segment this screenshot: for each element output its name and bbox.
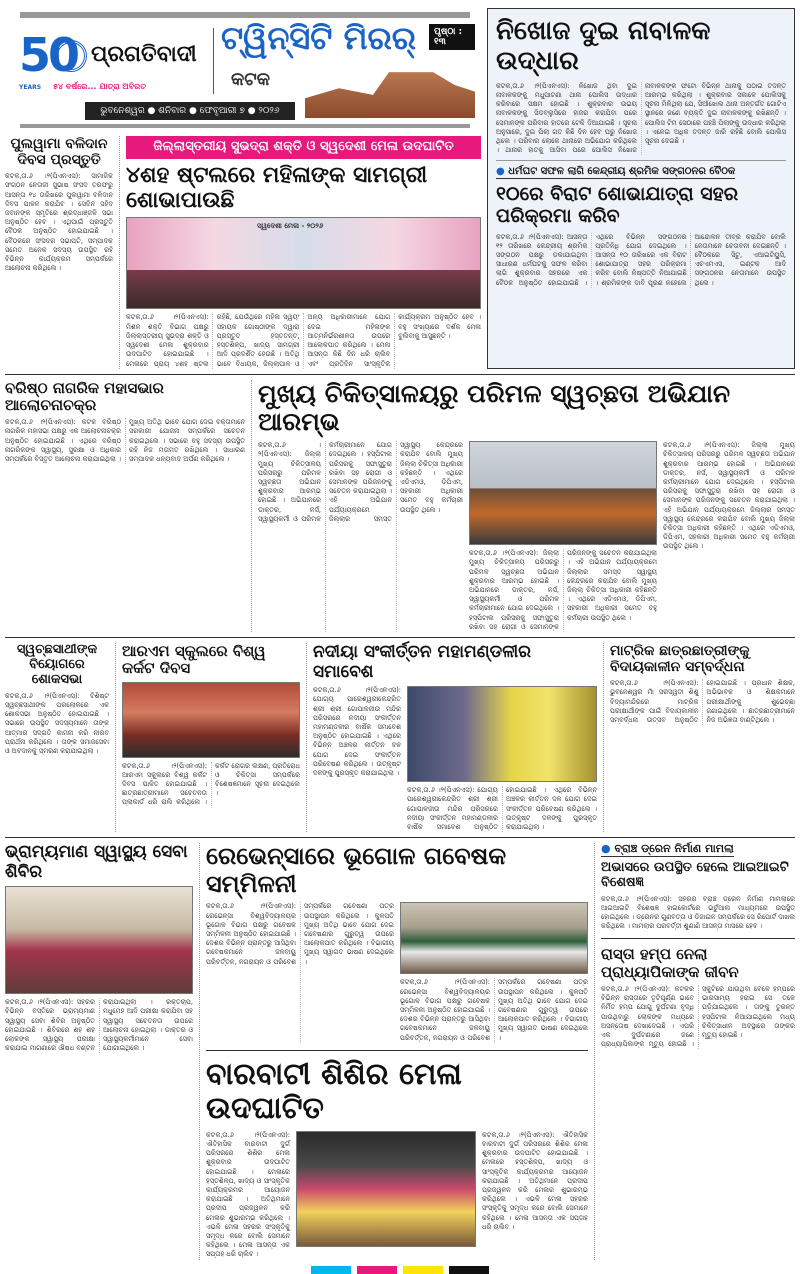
headline-senior: ବରିଷ୍ଠ ନାଗରିକ ମହାସଭାର ଆଲୋଚନାଚକ୍ର	[5, 378, 164, 414]
column-rule	[251, 380, 252, 632]
headline-mela: ୪ଶହ ଷ୍ଟଲରେ ମହିଳାଙ୍କ ସାମଗ୍ରୀ ଶୋଭାପାଉଛି	[126, 162, 428, 214]
row-3	[5, 643, 795, 832]
column-rule	[115, 643, 116, 832]
page-number-badge: ପୃଷ୍ଠା : ୧୩	[429, 24, 475, 50]
headline-drain: ଅଭାସରେ ଉପସ୍ଥିତ ହେଲେ ଆଇଆଇଟି ବିଶେଷଜ୍ଞ	[601, 859, 789, 890]
supplement-title: ଟ୍ୱିନ୍‌ସିଟି ମିରର୍	[221, 19, 417, 57]
divider	[5, 374, 795, 375]
column-rule	[594, 843, 595, 1259]
ravenshaw-columns	[206, 902, 588, 1042]
article-senior	[5, 380, 245, 632]
article-sankirtan	[313, 643, 597, 832]
divider	[5, 837, 795, 838]
health-camp-photo	[5, 886, 193, 994]
kicker-drain: ● ବ୍ରାଞ୍ଚ ଡ୍ରେନ ନିର୍ମାଣ ମାମଲା	[601, 843, 734, 857]
article-health-camp	[5, 843, 193, 1259]
kicker-strike: ● ଧର୍ମଘଟ ସଫଳ ଲାଗି କେନ୍ଦ୍ରୀୟ ଶ୍ରମିକ ସଙ୍ଗଠନର ବୈଠକ	[496, 166, 735, 179]
article-pulwama	[5, 136, 113, 369]
article-strike-body: କଟକ,ତା.୬ ।୨(ପିଏନଏସ): ଆସନ୍ତା ୧୨ ତାରିଖରେ କେନ୍ଦ୍ରୀୟ ଶ୍ରମିକ ସଙ୍ଗଠନ ପକ୍ଷରୁ ଡକାଯାଇଥିବା ସାଧାରଣ ଧର୍ମଘଟକୁ ସଫଳ କରିବା ଲାଗି ଶୁକ୍ରବାର ସହରରେ ଏକ ବୈଠକ ଅନୁଷ୍ଠିତ ହୋଇଯାଇଛି । ଏଥିରେ ବିଭିନ୍ନ ସଙ୍ଗଠନର ପ୍ରତିନିଧି ଯୋଗ ଦେଇଥିଲେ । ଆସନ୍ତା ୧୦ ତାରିଖରେ ଏକ ବିରାଟ ଶୋଭାଯାତ୍ରା ସହର ପରିକ୍ରମା କରିବ ବୋଲି ନିଷ୍ପତ୍ତି ନିଆଯାଇଛି । ଶ୍ରମିକଙ୍କ ଦାବି ପୂରଣ ନହେଲେ ଆନ୍ଦୋଳନ ତୀବ୍ର କରାଯିବ ବୋଲି ନେତାମାନେ ଚେତାବନୀ ଦେଇଛନ୍ତି । ବୈଠକରେ ସିଟୁ, ଏଆଇଟିୟୁସି, ଏଚଏମଏସ, ଇଣ୍ଟକ ଆଦି ସଙ୍ଗଠନର ନେତାମାନେ ଉପସ୍ଥିତ ଥିଲେ ।	[496, 232, 786, 287]
article-hump-body: କଟକ,ତା.୬ ।୨(ପିଏନଏସ): କଟକର ବିଭିନ୍ନ ରାସ୍ତାରେ ତୃଟିପୂର୍ଣ୍ଣ ଭାବେ ନିର୍ମିତ ହମ୍ପ ଯୋଗୁ ଦୁର୍ଘଟଣା ବୃଦ୍ଧି ପାଉଥିବାରୁ ଲୋକଙ୍କ ମଧ୍ୟରେ ଅସନ୍ତୋଷ ଦେଖାଦେଇଛି । ଏପରି ଏକ ଦୁର୍ଘଟଣାରେ ଜଣେ ପ୍ରାଧ୍ୟାପିକାଙ୍କ ମୃତ୍ୟୁ ହୋଇଛି । ସ୍କୁଟିରେ ଯାଉଥିବା ବେଳେ ହମ୍ପରେ ଭାରସାମ୍ୟ ହରାଇ ସେ ତଳେ ପଡ଼ିଯାଇଥିଲେ । ତାଙ୍କୁ ତୁରନ୍ତ ହସ୍ପିଟାଲ ନିଆଯାଇଥିଲେ ମଧ୍ୟ ଚିକିତ୍ସାଧୀନ ଅବସ୍ଥାରେ ତାଙ୍କର ମୃତ୍ୟୁ ହୋଇଛି ।	[601, 984, 795, 1049]
headline-sankirtan: ନଦୀୟା ସଂକୀର୍ତ୍ତନ ମହାମଣ୍ଡଳୀର ସମାବେଶ	[313, 642, 532, 682]
years-label: YEARS	[19, 84, 42, 91]
divider	[206, 1050, 588, 1051]
article-health-camp-body: କଟକ,ତା.୬ ।୨(ପିଏନଏସ): ସହରର ବିଭିନ୍ନ ବସ୍ତିରେ ଭ୍ରାମ୍ୟମାଣ ସ୍ୱାସ୍ଥ୍ୟ ସେବା ଶିବିର ଅନୁଷ୍ଠିତ ହୋଇଯାଇଛି । ଶିବିରରେ ଶହ ଶହ ଲୋକଙ୍କ ସ୍ୱାସ୍ଥ୍ୟ ପରୀକ୍ଷା କରାଯାଇ ମାଗଣାରେ ଔଷଧ ବଣ୍ଟନ କରାଯାଇଥିଲା । ରକ୍ତଚାପ, ମଧୁମେହ ଆଦି ପରୀକ୍ଷା କରାଯିବା ସହ ସ୍ୱାସ୍ଥ୍ୟ ସଚେତନତା ଉପରେ ଆଲୋଚନା ହୋଇଥିଲା । ଡାକ୍ତର ଓ ସ୍ୱାସ୍ଥ୍ୟକର୍ମୀମାନେ ସେବା ଯୋଗାଇଥିଲେ ।	[5, 998, 193, 1053]
anniversary-number: 50	[19, 28, 78, 82]
article-drain-body: କଟକ,ତା.୬ ।୨(ପିଏନଏସ): ସହରର ବ୍ରାଞ୍ଚ ଡ୍ରେନ ନିର୍ମାଣ ମାମଲାରେ ଆଇଆଇଟି ବିଶେଷଜ୍ଞ ହାଇକୋର୍ଟରେ ଭର୍ଚୁଆଲ ମାଧ୍ୟମରେ ଉପସ୍ଥିତ ହୋଇଥିଲେ । ଡ୍ରେନର ଗୁଣବତ୍ତା ଓ ଡିଜାଇନ ସମ୍ପର୍କରେ ସେ ରିପୋର୍ଟ ଦାଖଲ କରିଥିଲେ । ମାମଲାର ପରବର୍ତ୍ତୀ ଶୁଣାଣି ଆସନ୍ତା ମାସରେ ହେବ ।	[601, 894, 795, 931]
article-hospital	[258, 380, 795, 632]
row-2	[5, 380, 795, 632]
column-rule	[306, 643, 307, 832]
dateline-bar: ଭୁବନେଶ୍ୱର ● ଶନିବାର ● ଫେବୃଆରୀ ୭ ● ୨୦୨୬	[85, 102, 295, 120]
masthead-divider	[213, 28, 214, 94]
top-left	[5, 8, 481, 369]
column-rule	[199, 843, 200, 1259]
headline-missing: ନିଖୋଜ ଦୁଇ ନାବାଳକ ଉଦ୍ଧାର	[496, 16, 711, 76]
emblem-icon	[55, 40, 87, 72]
kicker-mela: ଜିଲ୍ଲାସ୍ତରୀୟ ସୁଭଦ୍ରା ଶକ୍ତି ଓ ସ୍ୱଦେଶୀ ମେଳା ଉଦଘାଟିତ	[126, 136, 481, 159]
article-hospital-body-right: କଟକ,ତା.୬ ।୨(ପିଏନଏସ): ଜିଲ୍ଲା ମୁଖ୍ୟ ଚିକିତ୍ସାଳୟ ପରିସରରୁ ପରିମଳ ସ୍ୱଚ୍ଛତା ଅଭିଯାନ ଶୁକ୍ରବାର ଆରମ୍ଭ ହୋଇଛି । ଅଭିଯାନରେ ଡାକ୍ତର, ନର୍ସ, ସ୍ୱାସ୍ଥ୍ୟକର୍ମୀ ଓ ପରିମଳ କର୍ମଚାରୀମାନେ ଯୋଗ ଦେଇଥିଲେ । ହସ୍ପିଟାଲ ପରିସରକୁ ସଫାସୁତୁରା ରଖିବା ସହ ରୋଗୀ ଓ ସେମାନଙ୍କ ପରିଜନଙ୍କୁ ସଚେତନ କରାଯାଇଥିଲା । ଏହି ଅଭିଯାନ ପର୍ଯ୍ୟାୟକ୍ରମେ ଜିଲ୍ଲାର ସମସ୍ତ ସ୍ୱାସ୍ଥ୍ୟ କେନ୍ଦ୍ରରେ କରାଯିବ ବୋଲି ମୁଖ୍ୟ ଜିଲ୍ଲା ଚିକିତ୍ସା ଅଧିକାରୀ କହିଛନ୍ତି । ଏଥିରେ ଏଡିଏମଓ, ଡିପିଏମ, ସହକାରୀ ଅଧିକାରୀ ସମେତ ବହୁ କର୍ମଚାରୀ ଉପସ୍ଥିତ ଥିଲେ ।	[663, 441, 795, 551]
headline-condolence: ସ୍ୱଚ୍ଛସାଥୀଙ୍କ ବିୟୋଗରେ ଶୋକସଭା	[16, 642, 98, 687]
article-cancer-body: କଟକ,ତା.୬ ।୨(ପିଏନଏସ): ଆରଏମ ସ୍କୁଲରେ ବିଶ୍ୱ କର୍କଟ ଦିବସ ପାଳିତ ହୋଇଯାଇଛି । ଛାତ୍ରଛାତ୍ରୀମାନେ ସଚେତନତା ପ୍ଲାକାର୍ଡ ଧରି ରାଲି କରିଥିଲେ । କର୍କଟ ରୋଗର ଲକ୍ଷଣ, ପ୍ରତିରୋଧ ଓ ଚିକିତ୍ସା ସମ୍ପର୍କରେ ବିଶେଷଜ୍ଞମାନେ ସୂଚନା ଦେଇଥିଲେ ।	[122, 761, 300, 807]
masthead-bottom-rule	[20, 124, 470, 128]
article-matric-body: କଟକ,ତା.୬ ।୨(ପିଏନଏସ): ଭୁବନେଶ୍ୱର ମାଁ ସରସ୍ୱତୀ ଶିଶୁ ବିଦ୍ୟାମନ୍ଦିରରେ ମାଟ୍ରିକ ପରୀକ୍ଷାର୍ଥୀଙ୍କ ପାଇଁ ବିଦାୟକାଳୀନ ସମ୍ବର୍ଦ୍ଧନା ଉତ୍ସବ ଅନୁଷ୍ଠିତ ହୋଇଯାଇଛି । ପ୍ରଧାନ ଶିକ୍ଷକ, ଅଭିଭାବକ ଓ ଶିକ୍ଷକମାନେ ପରୀକ୍ଷାର୍ଥୀଙ୍କୁ ଶୁଭେଚ୍ଛା ଜଣାଇଥିଲେ । ଛାତ୍ରଛାତ୍ରୀମାନେ ନିଜ ଅଭିଜ୍ଞତା ବାଣ୍ଟିଥିଲେ ।	[610, 679, 795, 725]
mela-photo	[126, 217, 481, 309]
article-condolence	[5, 643, 109, 832]
article-cancer	[122, 643, 300, 832]
tagline: ୫୪ ବର୍ଷରେ... ଯାତ୍ରା ଅବିରତ	[53, 82, 146, 91]
paper-name: ପ୍ରଗତିବାଦୀ	[91, 42, 197, 67]
headline-ravenshaw: ରେଭେନ୍ସାରେ ଭୂଗୋଳ ଗବେଷକ ସମ୍ମିଳନୀ	[206, 842, 507, 898]
sankirtan-right	[407, 686, 597, 832]
headline-hospital: ମୁଖ୍ୟ ଚିକିତ୍ସାଳୟରୁ ପରିମଳ ସ୍ୱଚ୍ଛତା ଅଭିଯାନ ଆରମ୍ଭ	[258, 378, 731, 437]
article-sankirtan-body: କଟକ,ତା.୬ ।୨(ପିଏନଏସ): ଯୋଗ୍ୟ ପାରେଶ୍ୱରୀକେନ୍ଦ୍ରିତ ଶ୍ରୀ ଶ୍ରୀ ଗୋପାଳଜୀଉ ମନ୍ଦିର ପରିସରରେ ନଦୀୟା ସଂକୀର୍ତ୍ତନ ମହାମଣ୍ଡଳୀର ବାର୍ଷିକ ସମାବେଶ ଅନୁଷ୍ଠିତ ହୋଇଯାଇଛି । ଏଥିରେ ବିଭିନ୍ନ ଅଞ୍ଚଳର କୀର୍ତ୍ତନ ଦଳ ଯୋଗ ଦେଇ ସଂକୀର୍ତ୍ତନ ପରିବେଷଣ କରିଥିଲେ । ଉତ୍କୃଷ୍ଟ ଦଳଙ୍କୁ ପୁରସ୍କୃତ କରାଯାଇଥିଲା ।	[313, 686, 401, 777]
hospital-middle	[469, 441, 657, 632]
article-sankirtan-body-cont: କଟକ,ତା.୬ ।୨(ପିଏନଏସ): ଯୋଗ୍ୟ ପାରେଶ୍ୱରୀକେନ୍ଦ୍ରିତ ଶ୍ରୀ ଶ୍ରୀ ଗୋପାଳଜୀଉ ମନ୍ଦିର ପରିସରରେ ନଦୀୟା ସଂକୀର୍ତ୍ତନ ମହାମଣ୍ଡଳୀର ବାର୍ଷିକ ସମାବେଶ ଅନୁଷ୍ଠିତ ହୋଇଯାଇଛି । ଏଥିରେ ବିଭିନ୍ନ ଅଞ୍ଚଳର କୀର୍ତ୍ତନ ଦଳ ଯୋଗ ଦେଇ ସଂକୀର୍ତ୍ତନ ପରିବେଷଣ କରିଥିଲେ । ଉତ୍କୃଷ୍ଟ ଦଳଙ୍କୁ ପୁରସ୍କୃତ କରାଯାଇଥିଲା ।	[407, 786, 597, 831]
hospital-columns	[258, 441, 795, 632]
sculpture-illustration	[305, 52, 475, 118]
masthead	[5, 8, 475, 132]
row-4-right	[601, 843, 795, 1259]
article-matric	[610, 643, 795, 832]
divider	[5, 637, 795, 638]
headline-matric: ମାଟ୍ରିକ ଛାତ୍ରଛାତ୍ରୀଙ୍କୁ ବିଦାୟକାଳୀନ ସମ୍ବର୍ଦ୍ଧନା	[610, 643, 750, 676]
ravenshaw-right	[400, 902, 588, 1042]
city-name: କଟକ	[231, 69, 271, 90]
headline-pulwama: ପୁଲୱାମା ବଳିଦାନ ଦିବସ ପ୍ରସ୍ତୁତି	[10, 136, 108, 169]
article-hospital-body: କଟକ,ତା.୬ ।୨(ପିଏନଏସ): ଜିଲ୍ଲା ମୁଖ୍ୟ ଚିକିତ୍ସାଳୟ ପରିସରରୁ ପରିମଳ ସ୍ୱଚ୍ଛତା ଅଭିଯାନ ଶୁକ୍ରବାର ଆରମ୍ଭ ହୋଇଛି । ଅଭିଯାନରେ ଡାକ୍ତର, ନର୍ସ, ସ୍ୱାସ୍ଥ୍ୟକର୍ମୀ ଓ ପରିମଳ କର୍ମଚାରୀମାନେ ଯୋଗ ଦେଇଥିଲେ । ହସ୍ପିଟାଲ ପରିସରକୁ ସଫାସୁତୁରା ରଖିବା ସହ ରୋଗୀ ଓ ସେମାନଙ୍କ ପରିଜନଙ୍କୁ ସଚେତନ କରାଯାଇଥିଲା । ଏହି ଅଭିଯାନ ପର୍ଯ୍ୟାୟକ୍ରମେ ଜିଲ୍ଲାର ସମସ୍ତ ସ୍ୱାସ୍ଥ୍ୟ କେନ୍ଦ୍ରରେ କରାଯିବ ବୋଲି ମୁଖ୍ୟ ଜିଲ୍ଲା ଚିକିତ୍ସା ଅଧିକାରୀ କହିଛନ୍ତି । ଏଥିରେ ଏଡିଏମଓ, ଡିପିଏମ, ସହକାରୀ ଅଧିକାରୀ ସମେତ ବହୁ କର୍ମଚାରୀ ଉପସ୍ଥିତ ଥିଲେ ।	[258, 441, 463, 523]
article-barabati-body: କଟକ,ତା.୬ ।୨(ପିଏନଏସ): ଐତିହାସିକ ବାରବାଟୀ ଦୁର୍ଗ ପରିସରରେ ଶିଶିର ମେଳା ଶୁକ୍ରବାର ଉଦଘାଟିତ ହୋଇଯାଇଛି । ମେଳାରେ ହସ୍ତଶିଳ୍ପ, ଖାଦ୍ୟ ଓ ସାଂସ୍କୃତିକ କାର୍ଯ୍ୟକ୍ରମର ଆୟୋଜନ କରାଯାଇଛି । ଅତିଥିମାନେ ପ୍ରଦୀପ ପ୍ରଜ୍ୱଳନ କରି ମେଳାର ଶୁଭାରମ୍ଭ କରିଥିଲେ । ଏଭଳି ମେଳା ସହରର ସଂସ୍କୃତିକୁ ସମୃଦ୍ଧ କରେ ବୋଲି ସେମାନେ କହିଥିଲେ । ମେଳା ଆସନ୍ତା ଏକ ସପ୍ତାହ ଧରି ଚାଲିବ ।	[206, 1130, 290, 1259]
headline-hump: ରାସ୍ତା ହମ୍ପ ନେଲା ପ୍ରାଧ୍ୟାପିକାଙ୍କ ଜୀବନ	[601, 945, 739, 981]
article-hospital-body-cont: କଟକ,ତା.୬ ।୨(ପିଏନଏସ): ଜିଲ୍ଲା ମୁଖ୍ୟ ଚିକିତ୍ସାଳୟ ପରିସରରୁ ପରିମଳ ସ୍ୱଚ୍ଛତା ଅଭିଯାନ ଶୁକ୍ରବାର ଆରମ୍ଭ ହୋଇଛି । ଅଭିଯାନରେ ଡାକ୍ତର, ନର୍ସ, ସ୍ୱାସ୍ଥ୍ୟକର୍ମୀ ଓ ପରିମଳ କର୍ମଚାରୀମାନେ ଯୋଗ ଦେଇଥିଲେ । ହସ୍ପିଟାଲ ପରିସରକୁ ସଫାସୁତୁରା ରଖିବା ସହ ରୋଗୀ ଓ ସେମାନଙ୍କ ପରିଜନଙ୍କୁ ସଚେତନ କରାଯାଇଥିଲା । ଏହି ଅଭିଯାନ ପର୍ଯ୍ୟାୟକ୍ରମେ ଜିଲ୍ଲାର ସମସ୍ତ ସ୍ୱାସ୍ଥ୍ୟ କେନ୍ଦ୍ରରେ କରାଯିବ ବୋଲି ମୁଖ୍ୟ ଜିଲ୍ଲା ଚିକିତ୍ସା ଅଧିକାରୀ କହିଛନ୍ତି । ଏଥିରେ ଏଡିଏମଓ, ଡିପିଏମ, ସହକାରୀ ଅଧିକାରୀ ସମେତ ବହୁ କର୍ମଚାରୀ ଉପସ୍ଥିତ ଥିଲେ ।	[469, 549, 657, 631]
column-rule	[603, 643, 604, 832]
row-4	[5, 843, 795, 1259]
row-4-middle	[206, 843, 588, 1259]
masthead-rule	[20, 12, 470, 18]
article-missing-body: କଟକ,ତା.୬ ।୨(ପିଏନଏସ): ନିଖୋଜ ଥିବା ଦୁଇ ନାବାଳକଙ୍କୁ ମଧୁପାଟଣା ଥାନା ପୋଲିସ ଉଦ୍ଧାର କରିବାରେ ସକ୍ଷମ ହୋଇଛି । ଶୁକ୍ରବାର ଉଭୟ ନାବାଳକଙ୍କୁ ସିଡବ୍ଲୁସିରେ ହାଜର କରାଯିବା ପରେ ସେମାନଙ୍କ ପରିବାର ହାତରେ ଟେକି ଦିଆଯାଇଛି । ସୂଚନା ଅନୁସାରେ, ଦୁଇ ପିଲା ଗତ କିଛି ଦିନ ହେବ ଘରୁ ନିଖୋଜ ଥିଲେ । ପରିବାର ଲୋକେ ଥାନାରେ ଅଭିଯୋଗ କରିଥିଲେ । ଥାନାର ହାତକୁ ଆସିବା ପରେ ପୋଲିସ ନିଖୋଜ ନାବାଳକଙ୍କ ଫଟୋ ବିଭିନ୍ନ ଥାନାକୁ ପଠାଇ ତଦନ୍ତ ଆରମ୍ଭ କରିଥିଲା । ଶୁକ୍ରବାର ସକାଳେ ପୋଲିସକୁ ସୂଚନା ମିଳିଥିଲା ଯେ, ସିଆଁଝୋଲ ଥାନା ଅନ୍ତର୍ଗତ ଗୋଟିଏ ସ୍ଥାନରେ ଜଣେ ବ୍ୟକ୍ତି ଦୁଇ ନାବାଳକଙ୍କୁ ରଖିଛନ୍ତି । ପୋଲିସ ଟିମ ସେଠାରେ ପହଞ୍ଚି ପିଲାଙ୍କୁ ଉଦ୍ଧାର କରିଥିଲା । ଏନେଇ ଅଧିକ ତଦନ୍ତ ଜାରି ରହିଛି ବୋଲି ପୋଲିସ ସୂଚନା ଦେଇଛି ।	[496, 81, 786, 155]
top-section	[5, 8, 795, 369]
mela-banner-text: ସ୍ୱଦେଶୀ ମେଳା - ୨୦୨୬	[257, 222, 324, 231]
hospital-photo	[469, 441, 657, 545]
article-pulwama-body: କଟକ,ତା.୬ ।୨(ପିଏନଏସ): ସାମାଜିକ ସଂଗଠନ ନେତାଜୀ ସୁଭାଷ ସଂସଦ ତରଫରୁ ଆସନ୍ତା ୧୪ ତାରିଖରେ ପୁଲୱାମା ବଳିଦାନ ଦିବସ ପାଳନ କରାଯିବ । ସେଦିନ ସହିଦ ଜବାନଙ୍କ ସ୍ମୃତିରେ ଶ୍ରଦ୍ଧାଞ୍ଜଳି ସଭା ଅନୁଷ୍ଠିତ ହେବ । ଏଥିପାଇଁ ପ୍ରସ୍ତୁତି ବୈଠକ ଅନୁଷ୍ଠିତ ହୋଇଯାଇଛି । ବୈଠକରେ ସଂସଦର ସଭାପତି, ସମ୍ପାଦକ ସମେତ ଅନେକ ସଦସ୍ୟ ଉପସ୍ଥିତ ରହି ବିଭିନ୍ନ କାର୍ଯ୍ୟକ୍ରମ ସମ୍ପର୍କରେ ଆଲୋଚନା କରିଥିଲେ ।	[5, 172, 113, 273]
cancer-day-photo	[122, 682, 300, 758]
ravenshaw-photo	[400, 902, 588, 974]
divider	[496, 160, 786, 161]
divider	[601, 938, 795, 939]
headline-strike: ୧୦ରେ ବିରାଟ ଶୋଭାଯାତ୍ରା ସହର ପରିକ୍ରମା କରିବ	[496, 182, 739, 227]
article-condolence-body: କଟକ,ତା.୬ ।୨(ପିଏନଏସ): ବିଶିଷ୍ଟ ସ୍ୱଚ୍ଛସାଥୀଙ୍କ ପରଲୋକରେ ଏକ ଶୋକସଭା ଅନୁଷ୍ଠିତ ହୋଇଯାଇଛି । ସଭାରେ ଉପସ୍ଥିତ ସଦସ୍ୟମାନେ ତାଙ୍କ ଆତ୍ମାର ସଦ୍‌ଗତି କାମନା କରି ନୀରବ ପ୍ରାର୍ଥନା କରିଥିଲେ । ତାଙ୍କ ସମାଜସେବା ଓ ଅବଦାନକୁ ସ୍ମରଣ କରାଯାଇଥିଲା ।	[5, 691, 109, 756]
headline-barabati: ବାରବାଟୀ ଶିଶିର ମେଳା ଉଦଘାଟିତ	[206, 1056, 462, 1127]
sankirtan-photo	[407, 686, 597, 782]
barabati-columns	[206, 1131, 588, 1260]
row-1	[5, 136, 481, 369]
column-rule	[119, 136, 120, 369]
article-mela	[126, 136, 481, 369]
article-ravenshaw-body: କଟକ,ତା.୬ ।୨(ପିଏନଏସ): ରେଭେନ୍ସା ବିଶ୍ୱବିଦ୍ୟାଳୟର ଭୂଗୋଳ ବିଭାଗ ପକ୍ଷରୁ ଗବେଷକ ସମ୍ମିଳନୀ ଅନୁଷ୍ଠିତ ହୋଇଯାଇଛି । ଦେଶର ବିଭିନ୍ନ ପ୍ରାନ୍ତରୁ ଆସିଥିବା ଗବେଷକମାନେ ଜଳବାୟୁ ପରିବର୍ତ୍ତନ, ନଗରାୟନ ଓ ପରିବେଶ ସମ୍ପର୍କରେ ଗବେଷଣା ପତ୍ର ଉପସ୍ଥାପନ କରିଥିଲେ । କୁଳପତି ମୁଖ୍ୟ ଅତିଥି ଭାବେ ଯୋଗ ଦେଇ ଗବେଷଣାର ଗୁରୁତ୍ୱ ଉପରେ ଆଲୋକପାତ କରିଥିଲେ । ବିଭାଗୀୟ ମୁଖ୍ୟ ସ୍ୱାଗତ ଭାଷଣ ଦେଇଥିଲେ ।	[206, 902, 394, 966]
article-ravenshaw-body-cont: କଟକ,ତା.୬ ।୨(ପିଏନଏସ): ରେଭେନ୍ସା ବିଶ୍ୱବିଦ୍ୟାଳୟର ଭୂଗୋଳ ବିଭାଗ ପକ୍ଷରୁ ଗବେଷକ ସମ୍ମିଳନୀ ଅନୁଷ୍ଠିତ ହୋଇଯାଇଛି । ଦେଶର ବିଭିନ୍ନ ପ୍ରାନ୍ତରୁ ଆସିଥିବା ଗବେଷକମାନେ ଜଳବାୟୁ ପରିବର୍ତ୍ତନ, ନଗରାୟନ ଓ ପରିବେଶ ସମ୍ପର୍କରେ ଗବେଷଣା ପତ୍ର ଉପସ୍ଥାପନ କରିଥିଲେ । କୁଳପତି ମୁଖ୍ୟ ଅତିଥି ଭାବେ ଯୋଗ ଦେଇ ଗବେଷଣାର ଗୁରୁତ୍ୱ ଉପରେ ଆଲୋକପାତ କରିଥିଲେ । ବିଭାଗୀୟ ମୁଖ୍ୟ ସ୍ୱାଗତ ଭାଷଣ ଦେଇଥିଲେ ।	[400, 978, 588, 1042]
article-barabati-body-cont: କଟକ,ତା.୬ ।୨(ପିଏନଏସ): ଐତିହାସିକ ବାରବାଟୀ ଦୁର୍ଗ ପରିସରରେ ଶିଶିର ମେଳା ଶୁକ୍ରବାର ଉଦଘାଟିତ ହୋଇଯାଇଛି । ମେଳାରେ ହସ୍ତଶିଳ୍ପ, ଖାଦ୍ୟ ଓ ସାଂସ୍କୃତିକ କାର୍ଯ୍ୟକ୍ରମର ଆୟୋଜନ କରାଯାଇଛି । ଅତିଥିମାନେ ପ୍ରଦୀପ ପ୍ରଜ୍ୱଳନ କରି ମେଳାର ଶୁଭାରମ୍ଭ କରିଥିଲେ । ଏଭଳି ମେଳା ସହରର ସଂସ୍କୃତିକୁ ସମୃଦ୍ଧ କରେ ବୋଲି ସେମାନେ କହିଥିଲେ । ମେଳା ଆସନ୍ତା ଏକ ସପ୍ତାହ ଧରି ଚାଲିବ ।	[482, 1130, 588, 1231]
article-senior-body: କଟକ,ତା.୬ ।୨(ପିଏନଏସ): କଟକ ବରିଷ୍ଠ ନାଗରିକ ମହାସଭା ପକ୍ଷରୁ ଏକ ଆଲୋଚନାଚକ୍ର ଅନୁଷ୍ଠିତ ହୋଇଯାଇଛି । ଏଥିରେ ବରିଷ୍ଠ ନାଗରିକଙ୍କ ସ୍ୱାସ୍ଥ୍ୟ, ସୁରକ୍ଷା ଓ ଅଧିକାର ସମ୍ପର୍କରେ ବିସ୍ତୃତ ଆଲୋଚନା କରାଯାଇଥିଲା । ମୁଖ୍ୟ ଅତିଥି ଭାବେ ଯୋଗ ଦେଇ ବକ୍ତାମାନେ ସରକାରୀ ଯୋଜନା ସମ୍ପର୍କରେ ସଚେତନ କରାଇଥିଲେ । ସଭାରେ ବହୁ ସଦସ୍ୟ ଉପସ୍ଥିତ ରହି ନିଜ ମତାମତ ରଖିଥିଲେ । ସାଧାରଣ ସମ୍ପାଦକ ଧନ୍ୟବାଦ ଅର୍ପଣ କରିଥିଲେ ।	[5, 418, 245, 464]
article-mela-body: କଟକ,ତା.୬ ।୨(ପିଏନଏସ): ମିଶନ ଶକ୍ତି ବିଭାଗ ପକ୍ଷରୁ ଜିଲ୍ଲାସ୍ତରୀୟ ସୁଭଦ୍ରା ଶକ୍ତି ଓ ସ୍ୱଦେଶୀ ମେଳା ଶୁକ୍ରବାର ଉଦଘାଟିତ ହୋଇଯାଇଛି । ମେଳାରେ ପ୍ରାୟ ୪ଶହ ଷ୍ଟଲ ରହିଛି, ଯେଉଁଥିରେ ମହିଳା ସ୍ୱୟଂ ସହାୟକ ଗୋଷ୍ଠୀଙ୍କ ଦ୍ୱାରା ପ୍ରସ୍ତୁତ ହସ୍ତତନ୍ତ, ହସ୍ତଶିଳ୍ପ, ଖାଦ୍ୟ ସାମଗ୍ରୀ ଆଦି ପ୍ରଦର୍ଶିତ ହେଉଛି । ଅତିଥି ଭାବେ ବିଧାୟକ, ଜିଲ୍ଲାପାଳ ଓ ଅନ୍ୟ ଅଧିକାରୀମାନେ ଯୋଗ ଦେଇ ମହିଳାଙ୍କ ଆତ୍ମନିର୍ଭରଶୀଳତା ଉପରେ ଆଲୋକପାତ କରିଥିଲେ । ମେଳା ଆସନ୍ତା କିଛି ଦିନ ଧରି ଚାଲିବ ଏବଂ ପ୍ରତିଦିନ ସାଂସ୍କୃତିକ କାର୍ଯ୍ୟକ୍ରମ ଅନୁଷ୍ଠିତ ହେବ । ବହୁ ସଂଖ୍ୟାରେ ଦର୍ଶକ ମେଳା ବୁଲିବାକୁ ଆସୁଛନ୍ତି ।	[126, 313, 481, 368]
headline-cancer: ଆରଏମ ସ୍କୁଲରେ ବିଶ୍ୱ କର୍କଟ ଦିବସ	[122, 642, 266, 678]
right-news-box	[487, 8, 795, 369]
color-registration-strip	[5, 1266, 795, 1274]
sankirtan-columns	[313, 686, 597, 832]
headline-health-camp: ଭ୍ରାମ୍ୟମାଣ ସ୍ୱାସ୍ଥ୍ୟ ସେବା ଶିବିର	[5, 842, 188, 882]
barabati-photo	[296, 1131, 476, 1247]
